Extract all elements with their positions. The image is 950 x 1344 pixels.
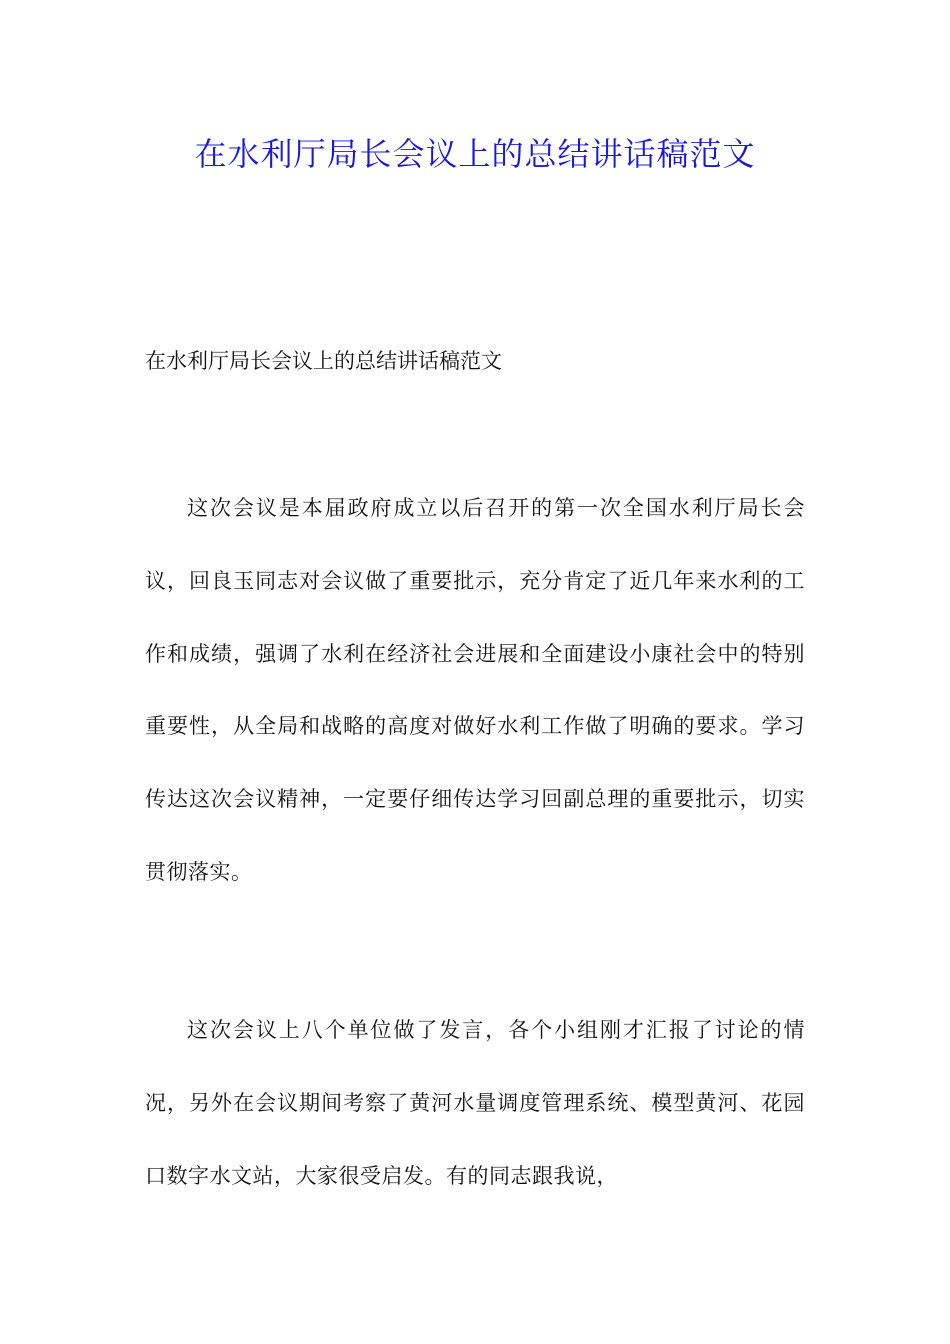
page-title: 在水利厅局长会议上的总结讲话稿范文	[194, 135, 756, 173]
body-paragraph-1: 这次会议是本届政府成立以后召开的第一次全国水利厅局长会议，回良玉同志对会议做了重要批示，充分肯定了近几年来水利的工作和成绩，强调了水利在经济社会进展和全面建设小康社会中的特别重要性，从全局和战略的高度对做好水利工作做了明确的要求。学习传达这次会议精神，一定要仔细传达学习回副总理的重要批示，切实贯彻落实。	[145, 496, 805, 884]
document-subtitle: 在水利厅局长会议上的总结讲话稿范文	[145, 349, 502, 373]
body-paragraph-2: 这次会议上八个单位做了发言，各个小组刚才汇报了讨论的情况，另外在会议期间考察了黄河水量调度管理系统、模型黄河、花园口数字水文站，大家很受启发。有的同志跟我说，	[145, 1018, 805, 1188]
